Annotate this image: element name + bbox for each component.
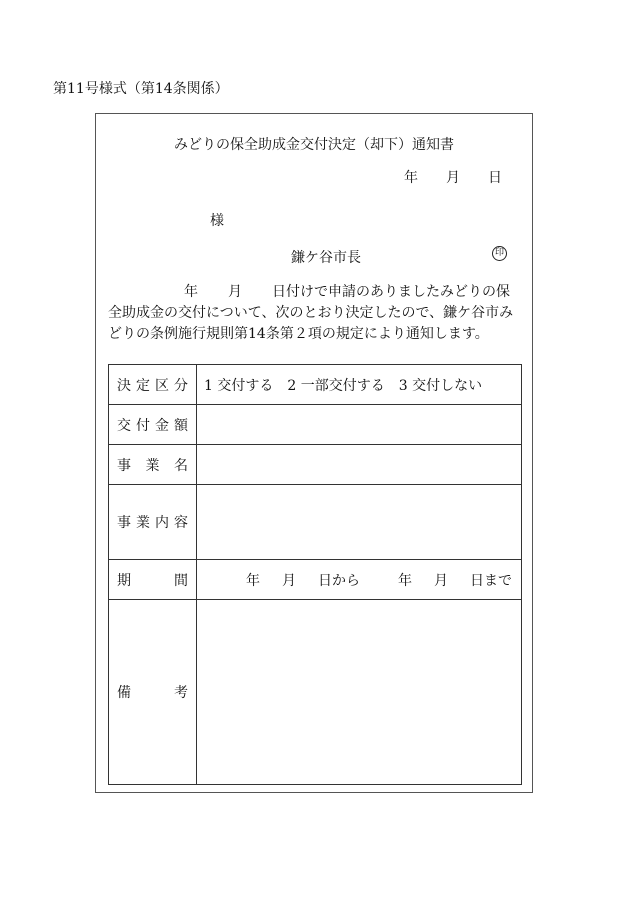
period-day-start: 日から <box>318 572 360 589</box>
body-text: 日付けで申請のありましたみどりの保全助成金の交付について、次のとおり決定したので、鎌ケ谷市みどりの条例施行規則第14条第２項の規定により通知します。 <box>108 284 514 342</box>
table-row <box>109 485 522 560</box>
decision-label: 決定区分 <box>109 365 197 405</box>
table-row <box>109 445 522 485</box>
body-year: 年 <box>184 284 198 300</box>
decision-options <box>197 365 522 405</box>
table-row <box>109 600 522 785</box>
notice-document <box>95 113 533 793</box>
issue-date <box>404 167 502 187</box>
form-number: 第11号様式（第14条関係） <box>53 81 229 97</box>
period-year-start: 年 <box>246 572 260 589</box>
period-label: 期間 <box>109 560 197 600</box>
table-row <box>109 365 522 405</box>
project-name-label: 事業名 <box>109 445 197 485</box>
project-name-field[interactable] <box>197 445 522 485</box>
issuer-name: 鎌ケ谷市長 <box>291 250 361 266</box>
period-day-end: 日まで <box>470 572 512 589</box>
period-month-start: 月 <box>282 572 296 589</box>
addressee-suffix: 様 <box>210 213 224 229</box>
period-year-end: 年 <box>398 572 412 589</box>
project-content-field[interactable] <box>197 485 522 560</box>
decision-option-approve[interactable]: 1 交付する <box>204 377 274 394</box>
table-row <box>109 560 522 600</box>
notes-field[interactable] <box>197 600 522 785</box>
project-content-label: 事業内容 <box>109 485 197 560</box>
notice-body <box>108 282 522 345</box>
decision-option-partial[interactable]: 2 一部交付する <box>287 377 385 394</box>
document-title: みどりの保全助成金交付決定（却下）通知書 <box>174 137 454 153</box>
period-field[interactable] <box>197 560 522 600</box>
decision-table <box>108 364 522 785</box>
date-year: 年 <box>404 170 418 186</box>
period-month-end: 月 <box>434 572 448 589</box>
amount-label: 交付金額 <box>109 405 197 445</box>
decision-option-reject[interactable]: 3 交付しない <box>398 377 483 394</box>
notes-label: 備考 <box>109 600 197 785</box>
amount-field[interactable] <box>197 405 522 445</box>
date-day: 日 <box>488 170 502 186</box>
body-month: 月 <box>228 284 242 300</box>
date-month: 月 <box>446 170 460 186</box>
seal-mark: 印 <box>492 246 507 261</box>
table-row <box>109 405 522 445</box>
